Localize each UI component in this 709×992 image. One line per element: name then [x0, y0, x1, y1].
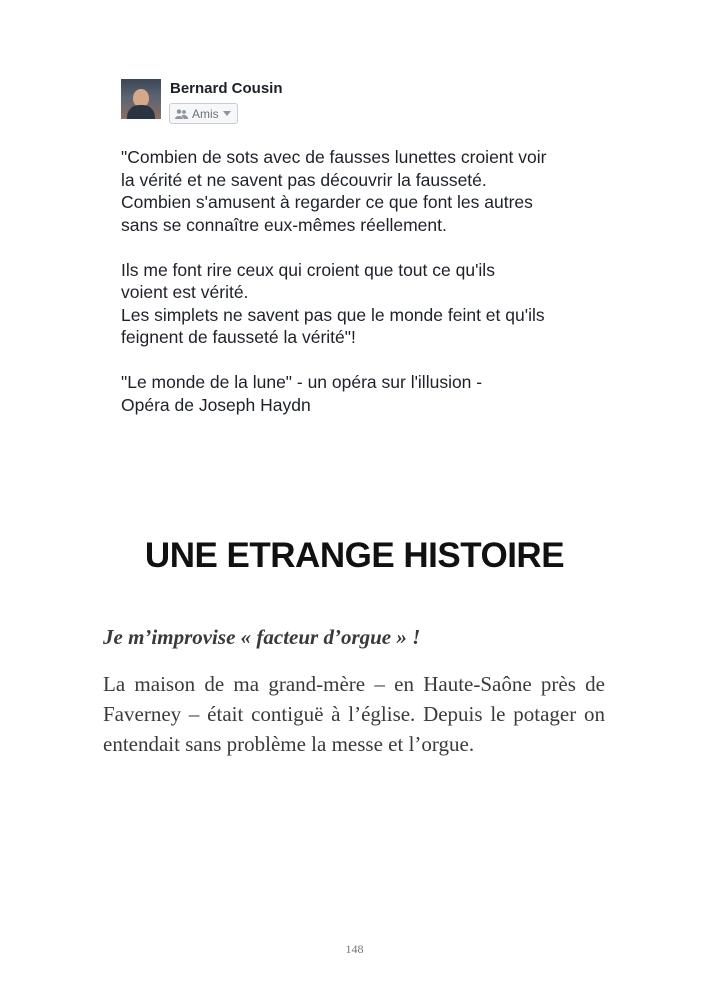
post-paragraph [121, 259, 601, 349]
chevron-down-icon [223, 111, 231, 116]
friends-icon [175, 109, 188, 119]
post-line: la vérité et ne savent pas découvrir la fausseté. [121, 169, 487, 190]
chapter-subtitle: Je m’improvise « facteur d’orgue » ! [103, 625, 421, 649]
chapter-body: La maison de ma grand-mère – en Haute-Saône près de Faverney – était contiguë à l’église. Depuis le potager on entendait sans problème la messe et l’orgue. [103, 672, 605, 756]
post-line: Les simplets ne savent pas que le monde feint et qu'ils [121, 304, 545, 325]
post-text [121, 146, 601, 439]
post-line: Ils me font rire ceux qui croient que tout ce qu'ils [121, 259, 495, 280]
audience-selector[interactable] [169, 103, 238, 124]
post-paragraph [121, 371, 601, 416]
post-paragraph [121, 146, 601, 236]
post-author[interactable]: Bernard Cousin [170, 80, 283, 97]
chapter-title: UNE ETRANGE HISTOIRE [144, 536, 565, 575]
post-line: Opéra de Joseph Haydn [121, 394, 311, 415]
audience-label: Amis [192, 106, 219, 121]
page-number: 148 [345, 942, 364, 956]
post-line: voient est vérité. [121, 282, 249, 302]
post-line: "Le monde de la lune" - un opéra sur l'illusion - [121, 372, 483, 392]
post-line: "Combien de sots avec de fausses lunettes croient voir [121, 147, 547, 167]
post-line: Combien s'amusent à regarder ce que font les autres [121, 192, 533, 212]
post-line: sans se connaître eux-mêmes réellement. [121, 214, 447, 235]
post-line: feignent de fausseté la vérité"! [121, 327, 356, 347]
avatar[interactable] [121, 79, 161, 119]
avatar-body [127, 105, 155, 119]
